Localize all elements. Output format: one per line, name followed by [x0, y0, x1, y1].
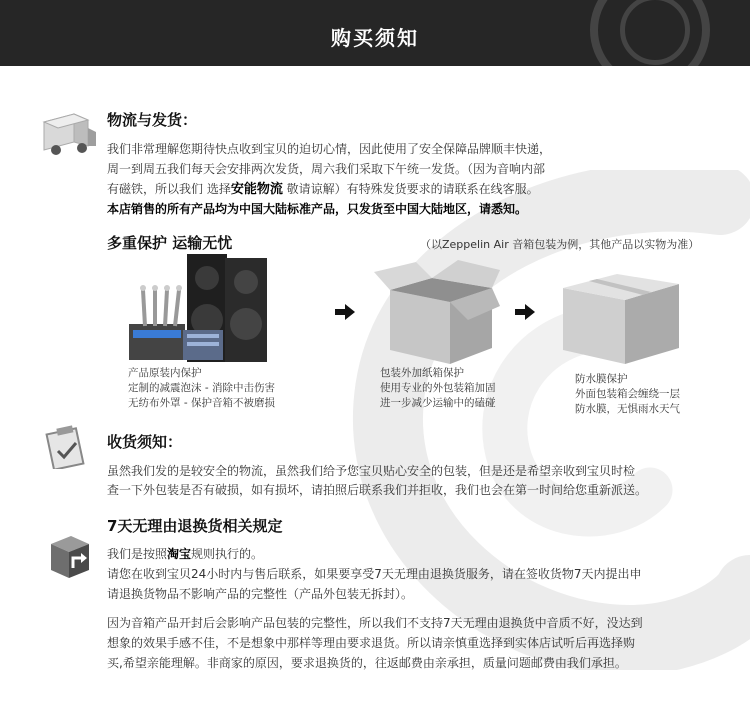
- caption-line: 防水膜，无惧雨水天气: [575, 403, 680, 415]
- step-caption: [128, 366, 275, 411]
- speaker-product-image: [125, 248, 270, 366]
- returns-line: 请您在收到宝贝24小时内与售后联系，如果要享受7天无理由退换货服务，请在签收货物7天内提出申: [107, 567, 642, 581]
- logistics-notice: [107, 198, 527, 220]
- caption-line: 包装外加纸箱保护: [380, 367, 464, 379]
- caption-line: 防水膜保护: [575, 373, 628, 385]
- return-box-icon: [47, 532, 93, 582]
- step-caption: [575, 372, 680, 417]
- step-caption: [380, 366, 496, 411]
- arrow-right-icon: [335, 304, 355, 320]
- receiving-title: 收货须知：: [107, 433, 183, 451]
- arrow-right-icon: [515, 304, 535, 320]
- open-box-image: [372, 256, 502, 368]
- returns-rule-platform: 淘宝: [167, 547, 192, 561]
- clipboard-icon: [44, 425, 88, 469]
- logistics-carrier: 安能物流: [230, 182, 283, 197]
- returns-line: 因为音箱产品开封后会影响产品包装的完整性，所以我们不支持7天无理由退换货中音质不好，没达到: [107, 616, 643, 630]
- returns-rule: [107, 543, 263, 565]
- closed-box-image: [555, 260, 685, 370]
- protection-note: （以Zeppelin Air 音箱包装为例，其他产品以实物为准）: [420, 238, 700, 251]
- caption-line: 外面包装箱会缠绕一层: [575, 388, 680, 400]
- receiving-line: 虽然我们发的是较安全的物流，虽然我们给予您宝贝贴心安全的包装，但是还是希望亲收到宝贝时检: [107, 464, 636, 478]
- logistics-title: 物流与发货：: [107, 111, 198, 129]
- returns-title: 7天无理由退换货相关规定: [107, 517, 283, 535]
- caption-line: 进一步减少运输中的磕碰: [380, 397, 496, 409]
- returns-rule-suffix: 规则执行的。: [191, 547, 264, 561]
- caption-line: 使用专业的外包装箱加固: [380, 382, 496, 394]
- caption-line: 产品原装内保护: [128, 367, 202, 379]
- returns-line: 请退换货物品不影响产品的完整性（产品外包装无拆封）。: [107, 587, 414, 601]
- returns-line: 买,希望亲能理解。非商家的原因，要求退换货的，往返邮费由亲承担，质量问题邮费由我们承担。: [107, 656, 627, 670]
- logistics-line-part: 有磁铁，所以我们 选择: [107, 182, 231, 196]
- truck-icon: [40, 108, 98, 158]
- caption-line: 无纺布外罩 - 保护音箱不被磨损: [128, 397, 275, 409]
- page-title: 购买须知: [331, 26, 419, 50]
- logistics-line: 周一到周五我们每天会安排两次发货，周六我们采取下午统一发货。（因为音响内部: [107, 162, 546, 176]
- logistics-line: 我们非常理解您期待快点收到宝贝的迫切心情，因此使用了安全保障品牌顺丰快递，: [107, 142, 552, 156]
- logistics-notice-text: 本店销售的所有产品均为中国大陆标准产品，只发货至中国大陆地区，请悉知。: [107, 202, 528, 216]
- returns-rule-prefix: 我们是按照: [107, 547, 168, 561]
- page-header: [0, 0, 750, 66]
- receiving-line: 查一下外包装是否有破损，如有损坏，请拍照后联系我们并拒收，我们也会在第一时间给您重新派送。: [107, 483, 648, 497]
- caption-line: 定制的减震泡沫 - 消除中击伤害: [128, 382, 275, 394]
- protection-title: 多重保护 运输无忧: [107, 234, 233, 252]
- logistics-line-part: 敬请谅解）有特殊发货要求的请联系在线客服。: [282, 182, 539, 196]
- returns-line: 想象的效果手感不佳，不是想象中那样等理由要求退货。所以请亲慎重选择到实体店试听后再选择购: [107, 636, 636, 650]
